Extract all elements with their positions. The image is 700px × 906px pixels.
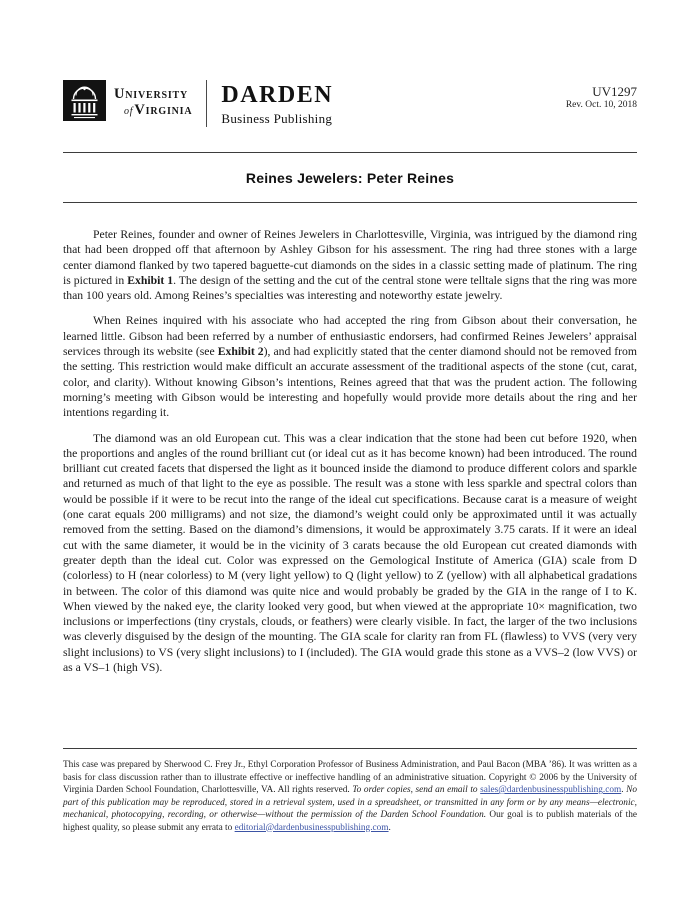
title-band xyxy=(63,152,637,203)
document-header xyxy=(63,80,637,127)
email-link[interactable]: sales@dardenbusinesspublishing.com xyxy=(480,785,622,795)
text-run: Our goal is to publish materials of the highest quality, so please submit any errata to xyxy=(63,810,637,833)
uva-wordmark-of: of xyxy=(124,105,134,117)
paragraph-3 xyxy=(63,431,637,676)
text-run: . xyxy=(388,822,391,833)
paragraph-1 xyxy=(63,227,637,303)
footer-text xyxy=(63,759,637,834)
text-run: . xyxy=(621,785,627,795)
uva-wordmark-virginia: Virginia xyxy=(134,101,193,118)
text-run: Exhibit 1 xyxy=(127,273,174,287)
text-run: To order copies, send an email to xyxy=(352,785,481,795)
darden-wordmark xyxy=(221,80,333,127)
text-run: No part of this publication may be reproduced, stored in a retrieval system, used in a spreadsheet, or transmitted in any form or by any means—electronic, mechanical, photocopying, recording, or otherwise—without the permission of the Darden School Foundation. xyxy=(63,785,637,820)
footer-note xyxy=(63,748,637,834)
darden-title: DARDEN xyxy=(221,82,334,108)
uva-wordmark-line1: University xyxy=(114,86,189,102)
uva-wordmark-line2 xyxy=(124,103,192,118)
text-run: Exhibit 2 xyxy=(217,345,264,359)
email-link[interactable]: editorial@dardenbusinesspublishing.com xyxy=(234,822,389,833)
darden-subtitle: Business Publishing xyxy=(221,111,333,126)
revision-date: Rev. Oct. 10, 2018 xyxy=(565,100,637,111)
text-run: ), and had explicitly stated that the center diamond should not be removed from the setting. This restriction would make difficult an accurate assessment of the traditional aspects of the stone (cut, carat, color, and clarity). Without knowing Gibson’s intentions, Reines agreed that that was the prudent action. The following morning’s meeting with Gibson would be interesting and hopefully would provide more details about the ring and her intentions regarding it. xyxy=(63,345,637,420)
document-meta xyxy=(566,80,637,112)
document-id: UV1297 xyxy=(592,84,637,99)
uva-wordmark xyxy=(114,80,192,117)
text-run: When Reines inquired with his associate who had accepted the ring from Gibson about their conversation, he learned little. Gibson had been referred by a number of enthusiastic endorsers, had confirmed Reines Jewelers’ appraisal services through its website (see xyxy=(63,314,637,359)
text-run: The diamond was an old European cut. This was a clear indication that the stone had been cut before 1920, when the proportions and angles of the round brilliant cut (or ideal cut as it has become known) had been introduced. The round brilliant cut created facets that dispersed the light as it bounced inside the diamond to produce different colors and sparkle and returned as much of that light to the eye as possible. The result was a stone with less sparkle and spectral colors than would be possible if it were to be recut into the range of the ideal cut specifications. Because carat is a measure of weight (one carat equals 200 milligrams) and not size, the diamond’s weight could only be approximated until it was actually removed from the setting. Based on the diamond’s dimensions, it would be approximately 3.75 carats. If it were an ideal cut with the same diameter, it would be in the vicinity of 3 carats because the old European cut created diamonds with greater depth than the ideal cut. Color was expressed on the Gemological Institute of America (GIA) scale from D (colorless) to H (near colorless) to M (very light yellow) to Q (light yellow) to Z (yellow) with all alphabetical gradations in between. The color of this diamond was quite nice and would probably be graded by the GIA in the range of I to K. When viewed by the naked eye, the clarity looked very good, but when viewed at the appropriate 10× magnification, two inclusions or imperfections (tiny crystals, clouds, or feathers) were clearly visible. In fact, the larger of the two inclusions was cleverly disguised by the design of the mounting. The GIA scale for clarity ran from FL (flawless) to VVS (very very slight inclusions) to VS (very slight inclusions) to I (included). The GIA would grade this stone as a VVS–2 (low VVS) or as a VS–1 (high VS). xyxy=(63,431,637,675)
text-run: This case was prepared by Sherwood C. Frey Jr., Ethyl Corporation Professor of Business Administration, and Paul Bacon (MBA ’86). It was written as a basis for class discussion rather than to illustrate effective or ineffective handling of an administrative situation. Copyright © 2006 by the University of Virginia Darden School Foundation, Charlottesville, VA. All rights reserved. xyxy=(63,760,637,795)
uva-rotunda-icon xyxy=(63,80,106,121)
text-run: Peter Reines, founder and owner of Reines Jewelers in Charlottesville, Virginia, was intrigued by the diamond ring that had been dropped off that afternoon by Ashley Gibson for his assessment. The ring had three stones with a large center diamond flanked by two tapered baguette-cut diamonds on the sides in a classic setting made of platinum. The ring is pictured in xyxy=(63,228,637,287)
logo-divider xyxy=(206,80,207,127)
case-body xyxy=(63,227,637,685)
publisher-logo-group xyxy=(63,80,333,127)
text-run: . The design of the setting and the cut of the central stone were telltale signs that the ring was more than 100 years old. Among Reines’s specialties was interesting and noteworthy estate jewelry. xyxy=(63,273,637,303)
paragraph-2 xyxy=(63,313,637,420)
page-title: Reines Jewelers: Peter Reines xyxy=(245,169,455,186)
